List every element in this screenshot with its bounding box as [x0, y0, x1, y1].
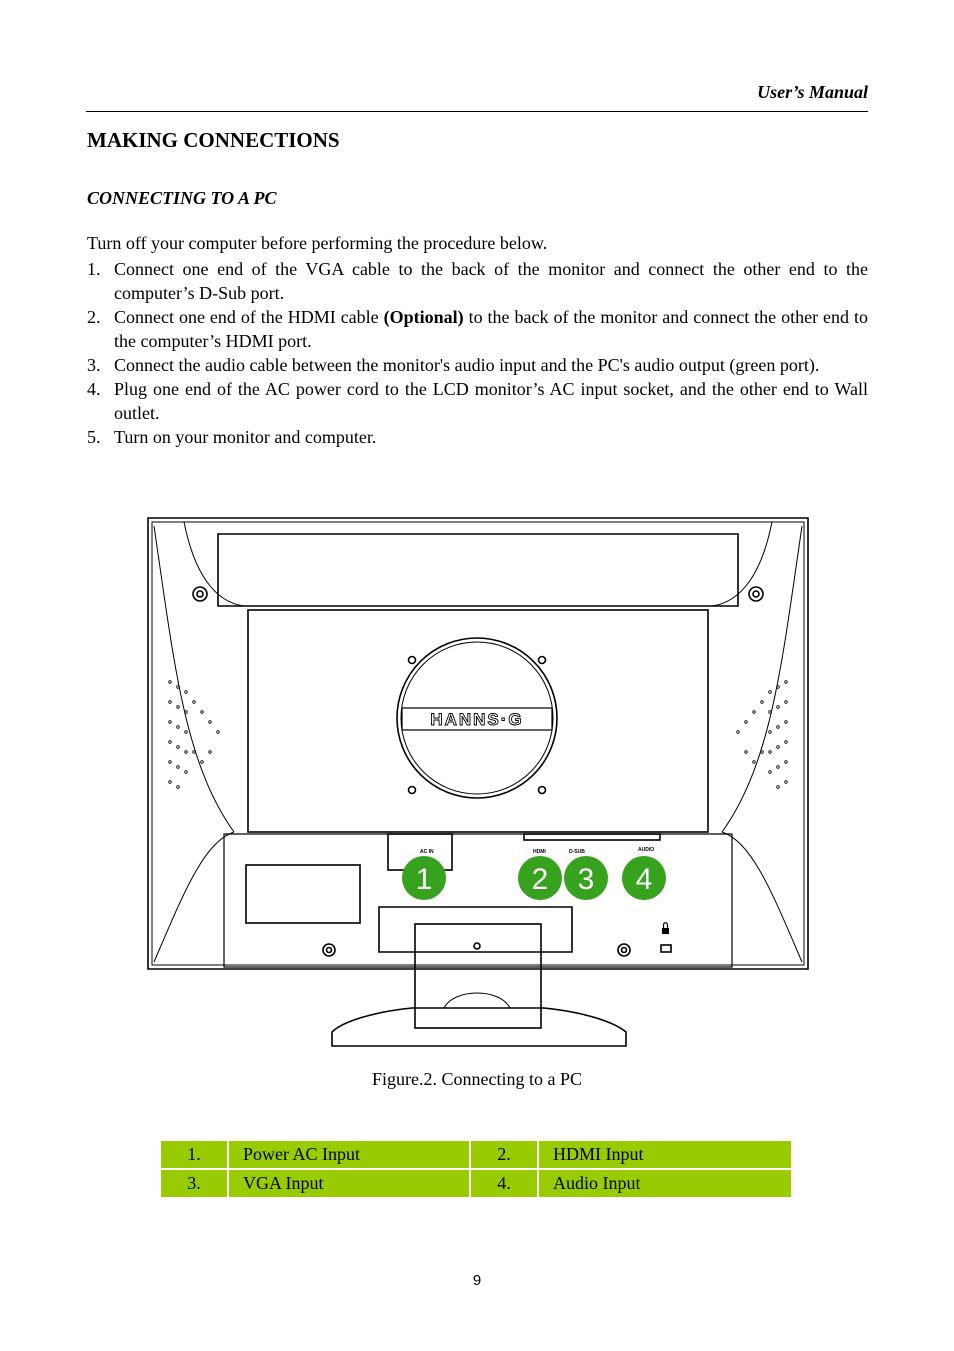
port-label-dsub: D-SUB [569, 849, 585, 855]
callout-number: 4 [635, 863, 653, 896]
stand-neck [379, 907, 572, 952]
monitor-outer-body [148, 518, 808, 969]
page-number: 9 [472, 1272, 482, 1289]
port-label-hdmi: HDMI [533, 849, 546, 855]
callout-number: 3 [577, 863, 595, 896]
step-number: 4. [87, 379, 101, 399]
steps-list [87, 257, 868, 449]
step-number: 3. [87, 355, 101, 375]
step-number: 1. [87, 259, 101, 279]
step-item [87, 257, 868, 305]
port-label-audio: AUDIO [638, 847, 655, 853]
callout-number: 2 [531, 863, 549, 896]
callout-1 [402, 856, 446, 900]
port-label-ac: AC IN [420, 849, 434, 855]
header-title: User’s Manual [757, 82, 868, 102]
legend-number: 1. [161, 1141, 227, 1168]
callout-number: 1 [415, 863, 433, 896]
legend-number: 3. [161, 1170, 227, 1197]
brand-logo: HANNS·G [430, 710, 524, 729]
port-legend-table [159, 1139, 793, 1199]
step-text: Connect one end of the VGA cable to the back of the monitor and connect the other end to the computer’s D-Sub port. [114, 259, 868, 303]
section-title: MAKING CONNECTIONS [87, 128, 340, 152]
step-text: Connect one end of the HDMI cable [114, 307, 384, 327]
callout-3 [564, 856, 608, 900]
step-emphasis: (Optional) [383, 307, 464, 327]
lock-icon [662, 923, 669, 934]
top-housing [218, 534, 738, 606]
step-text: Connect the audio cable between the monitor's audio input and the PC's audio output (green port). [114, 355, 820, 375]
step-number: 5. [87, 427, 101, 447]
callout-4 [622, 856, 666, 900]
legend-label: HDMI Input [539, 1141, 791, 1168]
monitor-inner-body [152, 522, 804, 965]
step-item [87, 305, 868, 353]
callout-2 [518, 856, 562, 900]
stand-base [332, 1008, 626, 1046]
lower-housing [224, 834, 732, 967]
step-item [87, 425, 868, 449]
legend-number: 2. [471, 1141, 537, 1168]
table-row [161, 1141, 791, 1168]
step-item [87, 377, 868, 425]
figure-caption: Figure.2. Connecting to a PC [372, 1069, 582, 1089]
step-item [87, 353, 868, 377]
monitor-back-diagram [144, 512, 812, 1052]
step-text-continued: to the back of the monitor and connect the other end to the computer’s HDMI port. [114, 307, 869, 351]
table-row [161, 1170, 791, 1197]
legend-label: Audio Input [539, 1170, 791, 1197]
legend-label: Power AC Input [229, 1141, 469, 1168]
legend-label: VGA Input [229, 1170, 469, 1197]
header-rule [86, 111, 868, 112]
intro-text: Turn off your computer before performing the procedure below. [87, 233, 548, 253]
step-text: Turn on your monitor and computer. [114, 427, 377, 447]
legend-number: 4. [471, 1170, 537, 1197]
step-number: 2. [87, 307, 101, 327]
step-text: Plug one end of the AC power cord to the LCD monitor’s AC input socket, and the other end to Wall outlet. [114, 379, 868, 423]
subsection-title: CONNECTING TO A PC [87, 188, 277, 208]
